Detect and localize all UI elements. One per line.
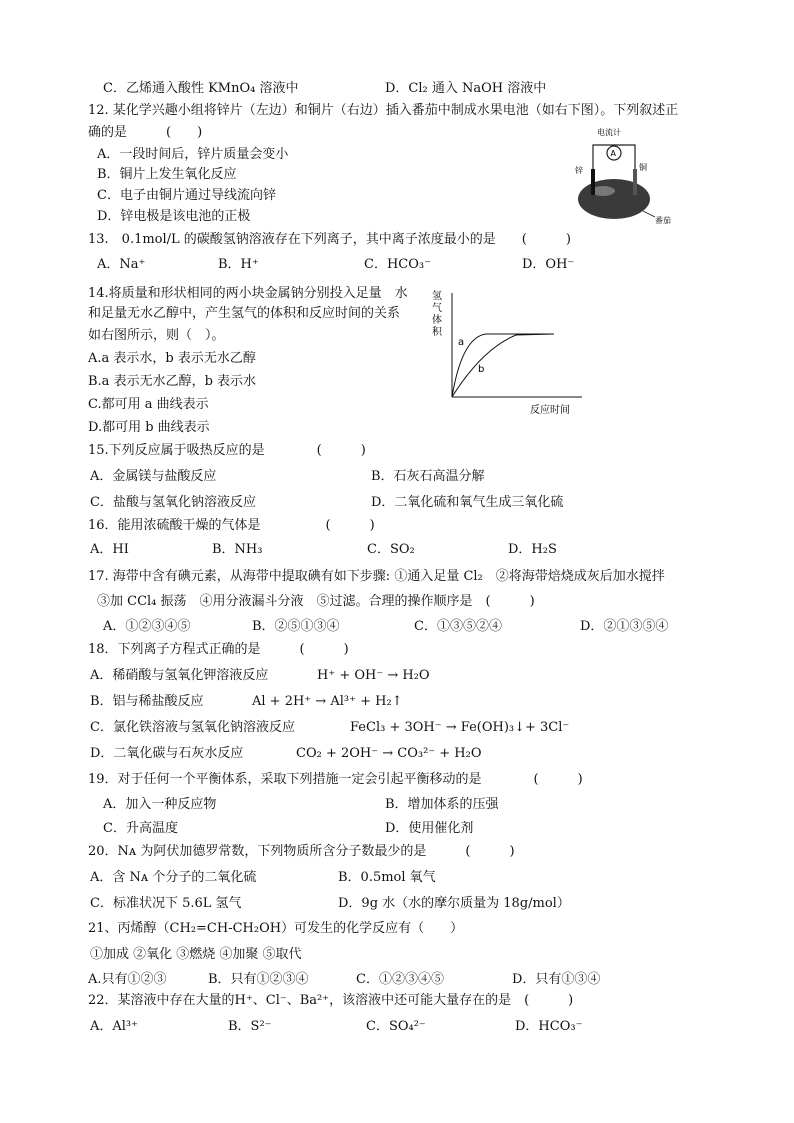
galvanometer-label: 电流计 (597, 128, 621, 137)
curve-a (452, 334, 554, 397)
curve-b-label: b (478, 364, 485, 375)
y-axis-label-2: 气 (432, 303, 442, 314)
q22-stem: 22．某溶液中存在大量的H⁺、Cl⁻、Ba²⁺，该溶液中还可能大量存在的是 ( ) (88, 993, 574, 1008)
q11-option-c: C．乙烯通入酸性 KMnO₄ 溶液中 (103, 81, 299, 96)
q13-stem: 13. 0.1mol/L 的碳酸氢钠溶液存在下列离子，其中离子浓度最小的是 ( ) (88, 232, 571, 247)
q15-stem: 15.下列反应属于吸热反应的是 ( ) (88, 443, 366, 458)
q13-option-b: B．H⁺ (218, 257, 259, 272)
q15-option-d: D．二氧化硫和氧气生成三氧化硫 (371, 495, 564, 510)
q13-option-d: D．OH⁻ (522, 257, 575, 272)
q18-option-b-label: B．铝与稀盐酸反应 (90, 694, 204, 709)
q18-option-c-equation: FeCl₃ + 3OH⁻ → Fe(OH)₃↓+ 3Cl⁻ (350, 720, 570, 735)
q17-stem-line2: ③加 CCl₄ 振荡 ④用分液漏斗分液 ⑤过滤。合理的操作顺序是 ( ) (97, 594, 535, 609)
q19-option-c: C．升高温度 (103, 821, 178, 836)
q22-option-d: D．HCO₃⁻ (515, 1019, 583, 1034)
q14-option-b: B.a 表示无水乙醇，b 表示水 (88, 374, 257, 389)
q12-stem-line2: 确的是 ( ) (88, 125, 203, 140)
zinc-label: 锌 (575, 166, 583, 175)
q22-option-b: B．S²⁻ (228, 1019, 272, 1034)
q19-option-d: D．使用催化剂 (385, 821, 474, 836)
q17-option-a: A．①②③④⑤ (103, 619, 191, 634)
q18-option-d-label: D．二氧化碳与石灰水反应 (90, 746, 244, 761)
tomato-battery-figure (571, 125, 679, 227)
curve-b (452, 334, 554, 397)
q18-option-c-label: C．氯化铁溶液与氢氧化钠溶液反应 (90, 720, 295, 735)
q21-option-c: C．①②③④⑤ (356, 972, 444, 987)
zinc-strip (591, 169, 595, 195)
q12-option-c: C．电子由铜片通过导线流向锌 (97, 188, 276, 203)
q21-stem: 21、丙烯醇（CH₂=CH-CH₂OH）可发生的化学反应有（ ） (88, 921, 464, 936)
q14-option-c: C.都可用 a 曲线表示 (88, 397, 209, 412)
q12-option-b: B．铜片上发生氧化反应 (97, 167, 237, 182)
q12-stem-line1: 12. 某化学兴趣小组将锌片（左边）和铜片（右边）插入番茄中制成水果电池（如右下图）。下列叙述正 (88, 103, 679, 118)
q17-option-c: C．①③⑤②④ (414, 619, 502, 634)
q21-option-d: D．只有①③④ (512, 972, 601, 987)
copper-strip (633, 169, 637, 195)
q13-option-c: C．HCO₃⁻ (364, 257, 431, 272)
y-axis-label-3: 体 (432, 315, 442, 326)
q13-option-a: A．Na⁺ (97, 257, 146, 272)
q16-option-b: B．NH₃ (212, 542, 263, 557)
q18-option-a-label: A．稀硝酸与氢氧化钾溶液反应 (90, 668, 269, 683)
q17-stem-line1: 17. 海带中含有碘元素，从海带中提取碘有如下步骤: ①通入足量 Cl₂ ②将海带焙烧成灰后加水搅拌 (88, 569, 665, 584)
q22-option-c: C．SO₄²⁻ (366, 1019, 426, 1034)
q20-option-d: D．9g 水（水的摩尔质量为 18g/mol） (338, 896, 570, 911)
q14-option-d: D.都可用 b 曲线表示 (88, 420, 210, 435)
q21-option-b: B．只有①②③④ (208, 972, 309, 987)
q20-option-a: A．含 Nᴀ 个分子的二氧化硫 (90, 870, 257, 885)
q16-stem: 16．能用浓硫酸干燥的气体是 ( ) (88, 518, 375, 533)
q18-stem: 18．下列离子方程式正确的是 ( ) (88, 642, 349, 657)
curve-a-label: a (458, 337, 465, 348)
q19-stem: 19．对于任何一个平衡体系，采取下列措施一定会引起平衡移动的是 ( ) (88, 772, 583, 787)
q20-option-c: C．标准状况下 5.6L 氢气 (90, 896, 242, 911)
q21-reactions: ①加成 ②氧化 ③燃烧 ④加聚 ⑤取代 (90, 947, 302, 962)
q14-stem-line1: 14.将质量和形状相同的两小块金属钠分别投入足量 水 (88, 286, 408, 301)
q15-option-b: B．石灰石高温分解 (371, 469, 485, 484)
y-axis-label-1: 氢 (432, 291, 442, 302)
q14-option-a: A.a 表示水，b 表示无水乙醇 (88, 351, 256, 366)
tomato-icon (578, 179, 650, 219)
q12-option-d: D．锌电极是该电池的正极 (97, 209, 251, 224)
q19-option-b: B．增加体系的压强 (385, 797, 499, 812)
q16-option-a: A．HI (90, 542, 129, 557)
q14-stem-line2: 和足量无水乙醇中，产生氢气的体积和反应时间的关系 (88, 306, 401, 321)
q21-option-a: A.只有①②③ (88, 972, 167, 987)
q15-option-c: C．盐酸与氢氧化钠溶液反应 (90, 495, 256, 510)
copper-label: 铜 (639, 163, 647, 172)
q18-option-a-equation: H⁺ + OH⁻ → H₂O (317, 668, 430, 683)
q15-option-a: A．金属镁与盐酸反应 (90, 469, 217, 484)
q20-stem: 20．Nᴀ 为阿伏加德罗常数，下列物质所含分子数最少的是 ( ) (88, 844, 515, 859)
q19-option-a: A．加入一种反应物 (103, 797, 217, 812)
q18-option-b-equation: Al + 2H⁺ → Al³⁺ + H₂↑ (252, 694, 403, 709)
q14-stem-line3: 如右图所示，则（ ）。 (88, 328, 225, 343)
q12-option-a: A．一段时间后，锌片质量会变小 (97, 147, 289, 162)
y-axis-label-4: 积 (432, 327, 442, 338)
q17-option-b: B．②⑤①③④ (252, 619, 340, 634)
ammeter-symbol: A (610, 149, 616, 158)
hydrogen-volume-graph (424, 287, 594, 422)
q20-option-b: B．0.5mol 氧气 (338, 870, 436, 885)
q16-option-c: C．SO₂ (367, 542, 415, 557)
q22-option-a: A．Al³⁺ (90, 1019, 139, 1034)
q11-option-d: D．Cl₂ 通入 NaOH 溶液中 (385, 81, 547, 96)
q16-option-d: D．H₂S (508, 542, 557, 557)
q17-option-d: D．②①③⑤④ (580, 619, 669, 634)
q18-option-d-equation: CO₂ + 2OH⁻ → CO₃²⁻ + H₂O (296, 746, 482, 761)
tomato-label: 番茄 (655, 216, 671, 225)
x-axis-label: 反应时间 (530, 405, 570, 416)
